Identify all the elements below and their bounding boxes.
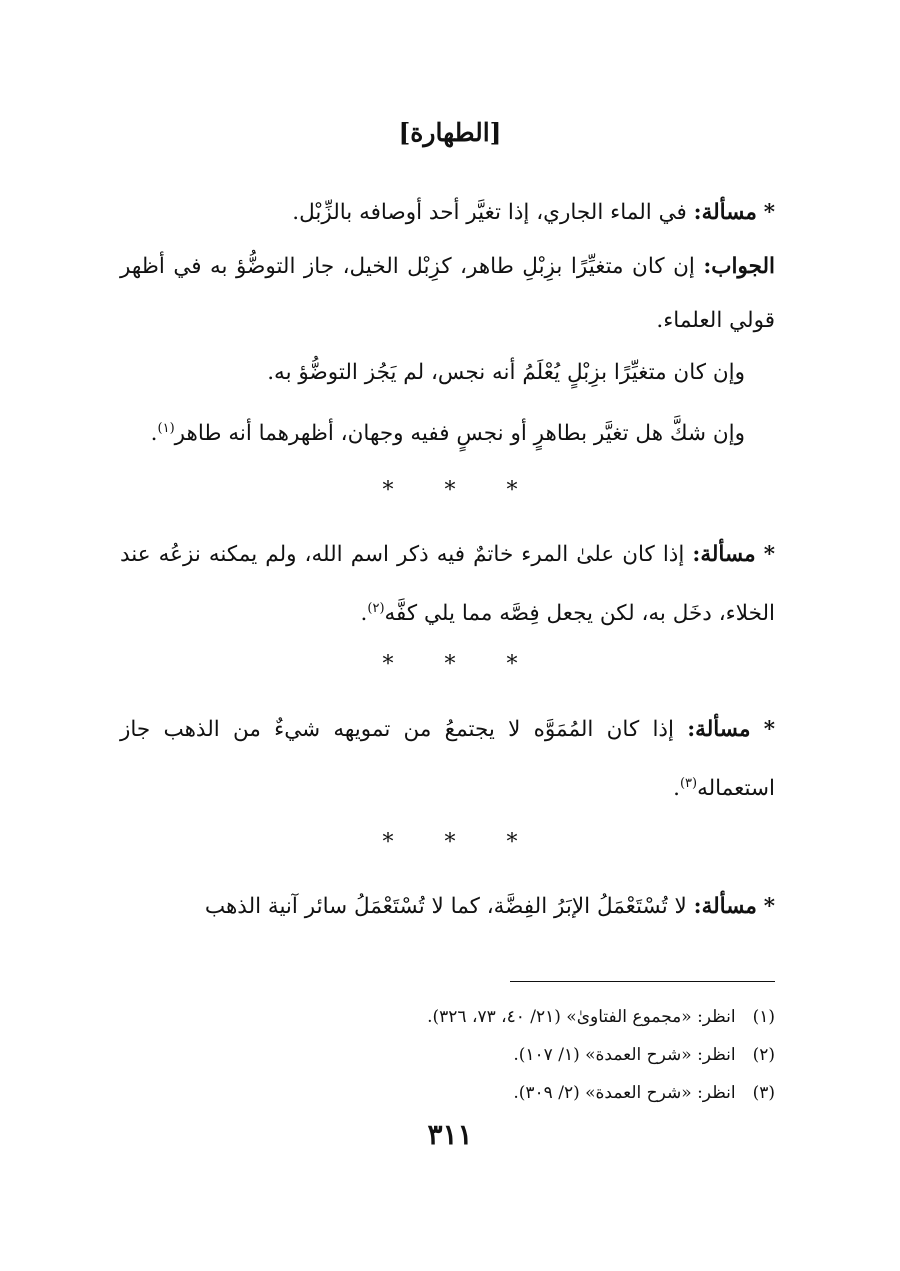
paragraph-text: وإن شكَّ هل تغيَّر بطاهرٍ أو نجسٍ ففيه وجهان، أظهرهما أنه طاهر: [174, 421, 745, 447]
separator-star: *: [382, 478, 394, 503]
separator-star: *: [444, 652, 456, 677]
paragraph-end: .: [673, 776, 680, 802]
separator-star: *: [506, 652, 518, 677]
question-text: إذا كان علىٰ المرء خاتمٌ فيه ذكر اسم الله، ولم يمكنه نزعُه عند الخلاء، دخَل به، لكن يجعل فِصَّه مما يلي كفَّه: [120, 542, 775, 627]
section-title: [الطهارة]: [398, 118, 502, 147]
paragraph-end: .: [150, 421, 158, 447]
footnote-number: (١): [752, 1007, 775, 1027]
footnotes: [120, 998, 775, 1112]
separator-star: *: [506, 830, 518, 855]
question-3: [120, 703, 775, 816]
question-label: مسألة:: [693, 894, 757, 919]
page-number: ٣١١: [427, 1118, 473, 1151]
question-2: [120, 528, 775, 641]
footnote-text: انظر: «شرح العمدة» (١/ ١٠٧).: [513, 1045, 736, 1065]
star-marker: *: [763, 200, 775, 225]
question-label: مسألة:: [687, 717, 751, 742]
answer-label: الجواب:: [703, 254, 775, 279]
section-separator: [0, 830, 900, 855]
question-label: مسألة:: [693, 200, 757, 225]
question-text: في الماء الجاري، إذا تغيَّر أحد أوصافه بالزِّبْل.: [292, 200, 687, 225]
question-label: مسألة:: [692, 542, 756, 567]
question-1: [120, 186, 775, 240]
separator-star: *: [444, 830, 456, 855]
answer-text: إن كان متغيِّرًا بزِبْلِ طاهر، كزِبْل الخيل، جاز التوضُّؤ به في أظهر قولي العلماء.: [120, 254, 775, 333]
section-separator: [0, 478, 900, 503]
footnote-item: [120, 1074, 775, 1112]
footnote-ref-3: (٣): [679, 776, 698, 791]
paragraph-end: .: [360, 601, 368, 627]
footnote-text: انظر: «شرح العمدة» (٢/ ٣٠٩).: [513, 1083, 736, 1103]
footnote-ref-2: (٢): [367, 601, 385, 616]
question-text: لا تُسْتَعْمَلُ الإبَرُ الفِضَّة، كما لا تُسْتَعْمَلُ سائر آنية الذهب: [204, 894, 687, 919]
separator-star: *: [382, 830, 394, 855]
star-marker: *: [763, 894, 775, 919]
question-4: [120, 880, 775, 934]
star-marker: *: [763, 542, 775, 567]
footnote-number: (٣): [752, 1083, 775, 1103]
footnote-item: [120, 998, 775, 1036]
section-separator: [0, 652, 900, 677]
separator-star: *: [444, 478, 456, 503]
separator-star: *: [382, 652, 394, 677]
star-marker: *: [763, 717, 775, 742]
answer-1-paragraph-2: وإن كان متغيِّرًا بزِبْلٍ يُعْلَمُ أنه نجس، لم يَجُز التوضُّؤ به.: [267, 360, 745, 385]
footnote-divider: [510, 981, 775, 982]
question-text: إذا كان المُمَوَّه لا يجتمعُ من تمويهه شيءٌ من الذهب جاز استعماله: [120, 717, 775, 802]
answer-1: [120, 240, 775, 348]
footnote-item: [120, 1036, 775, 1074]
footnote-text: انظر: «مجموع الفتاوىٰ» (٢١/ ٤٠، ٧٣، ٣٢٦).: [427, 1007, 736, 1027]
footnote-ref-1: (١): [157, 421, 175, 436]
answer-1-paragraph-3: [120, 402, 745, 461]
footnote-number: (٢): [752, 1045, 775, 1065]
separator-star: *: [506, 478, 518, 503]
